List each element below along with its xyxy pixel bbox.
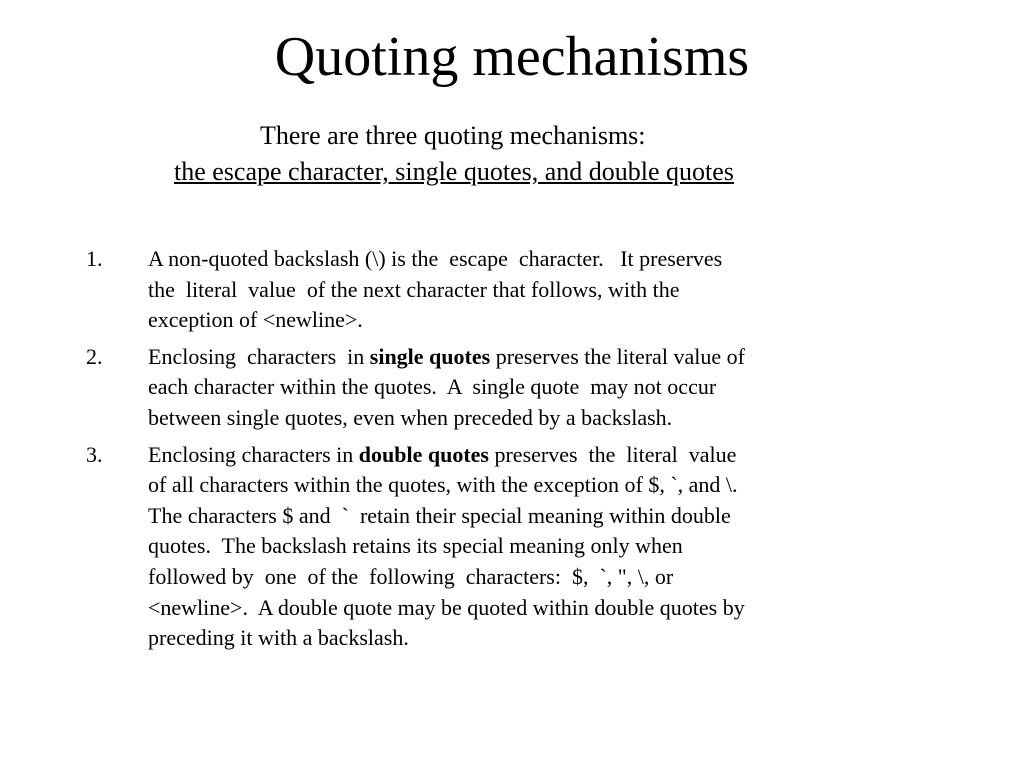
text-segment: quotes. The backslash retains its special meaning only when — [148, 533, 683, 559]
text-line — [148, 440, 936, 471]
text-segment: preserves the literal value of — [490, 343, 745, 369]
slide-title: Quoting mechanisms — [274, 26, 750, 88]
list-item-number: 3. — [86, 441, 103, 467]
text-line — [148, 470, 936, 501]
text-line — [148, 305, 936, 336]
text-line — [148, 372, 936, 403]
text-line — [148, 342, 936, 373]
text-segment: preserves the literal value — [488, 441, 737, 467]
text-segment: followed by one of the following characters: $, `, ", \, or — [148, 563, 674, 589]
emphasized-term: double quotes — [358, 441, 489, 467]
list-item — [86, 440, 936, 654]
text-line — [148, 244, 936, 275]
text-segment: each character within the quotes. A single quote may not occur — [148, 374, 717, 400]
text-line — [148, 501, 936, 532]
list-item-text — [148, 440, 936, 654]
text-segment: preceding it with a backslash. — [148, 625, 409, 651]
text-line — [148, 403, 936, 434]
list-item-text — [148, 244, 936, 336]
text-segment: The characters $ and ` retain their special meaning within double — [148, 502, 731, 528]
list-item-number: 2. — [86, 343, 103, 369]
list-item — [86, 244, 936, 336]
text-segment: Enclosing characters in — [148, 441, 359, 467]
text-line — [148, 531, 936, 562]
intro-line-1: There are three quoting mechanisms: — [260, 121, 646, 150]
emphasized-term: single quotes — [369, 343, 491, 369]
text-segment: Enclosing characters in — [148, 343, 370, 369]
intro-text — [174, 118, 734, 190]
list-item — [86, 342, 936, 434]
text-line — [148, 623, 936, 654]
list-item-number: 1. — [86, 246, 103, 271]
text-segment: the literal value of the next character that follows, with the — [148, 276, 680, 302]
text-line — [148, 562, 936, 593]
text-segment: exception of <newline>. — [148, 307, 363, 333]
text-segment: A non-quoted backslash (\) is the escape character. It preserves — [148, 246, 723, 271]
text-line — [148, 275, 936, 306]
text-segment: <newline>. A double quote may be quoted within double quotes by — [148, 594, 745, 620]
text-segment: between single quotes, even when preceded by a backslash. — [148, 404, 673, 430]
list-item-text — [148, 342, 936, 434]
intro-line-2: the escape character, single quotes, and double quotes — [174, 157, 734, 186]
text-segment: of all characters within the quotes, with the exception of $, `, and \. — [148, 472, 738, 498]
text-line — [148, 593, 936, 624]
numbered-list — [86, 244, 936, 660]
